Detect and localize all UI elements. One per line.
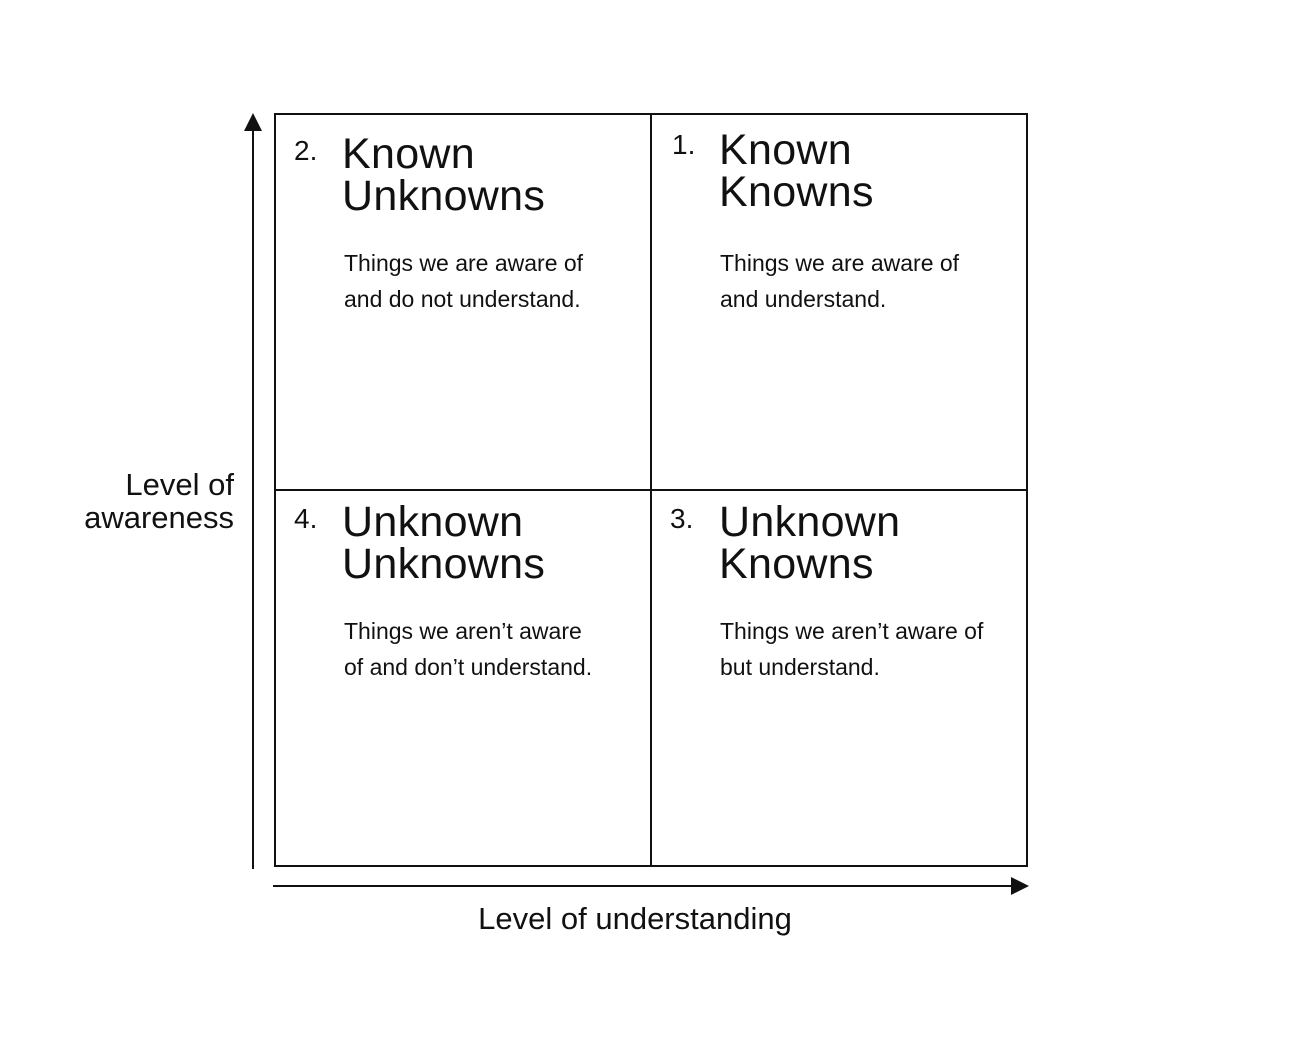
quadrant-description-line-1: Things we are aware of <box>344 250 584 276</box>
quadrant-number: 4. <box>294 503 318 534</box>
quadrant-description <box>344 613 592 685</box>
quadrant-title <box>719 498 901 588</box>
x-axis-label: Level of understanding <box>478 901 792 936</box>
quadrant-known-unknowns <box>276 115 650 489</box>
quadrant-title <box>342 130 546 220</box>
quadrant-description-line-2: and understand. <box>720 286 887 312</box>
quadrant-description-line-1: Things we aren’t aware <box>344 618 582 644</box>
x-axis-arrowhead <box>1011 877 1029 895</box>
quadrant-title-line-2: Knowns <box>719 540 874 588</box>
quadrant-title-line-2: Unknowns <box>342 172 546 220</box>
quadrant-title-line-1: Unknown <box>342 498 524 546</box>
quadrant-title-line-2: Unknowns <box>342 540 546 588</box>
quadrant-number: 3. <box>670 503 694 534</box>
x-axis-line <box>273 885 1013 887</box>
quadrant-title-line-1: Known <box>719 126 852 174</box>
quadrant-title-line-1: Known <box>342 130 475 178</box>
quadrant-title-line-2: Knowns <box>719 168 874 216</box>
quadrant-description-line-1: Things we are aware of <box>720 250 960 276</box>
quadrant-description-line-2: but understand. <box>720 654 880 680</box>
quadrant-unknown-knowns <box>652 491 1026 865</box>
y-axis-line <box>252 128 254 869</box>
y-axis-label <box>60 468 234 534</box>
quadrant-title-line-1: Unknown <box>719 498 901 546</box>
quadrant-known-knowns <box>652 115 1026 489</box>
quadrant-title <box>342 498 546 588</box>
quadrant-unknown-unknowns <box>276 491 650 865</box>
quadrant-description <box>720 245 959 317</box>
quadrant-number: 2. <box>294 135 318 166</box>
y-axis-label-line-2: awareness <box>84 500 234 535</box>
quadrant-title <box>719 126 874 216</box>
y-axis-label-line-1: Level of <box>125 467 234 502</box>
quadrant-description-line-1: Things we aren’t aware of <box>720 618 984 644</box>
quadrant-number: 1. <box>672 129 696 160</box>
quadrant-description-line-2: and do not understand. <box>344 286 581 312</box>
quadrant-description-line-2: of and don’t understand. <box>344 654 593 680</box>
quadrant-description <box>720 613 983 685</box>
quadrant-description <box>344 245 583 317</box>
